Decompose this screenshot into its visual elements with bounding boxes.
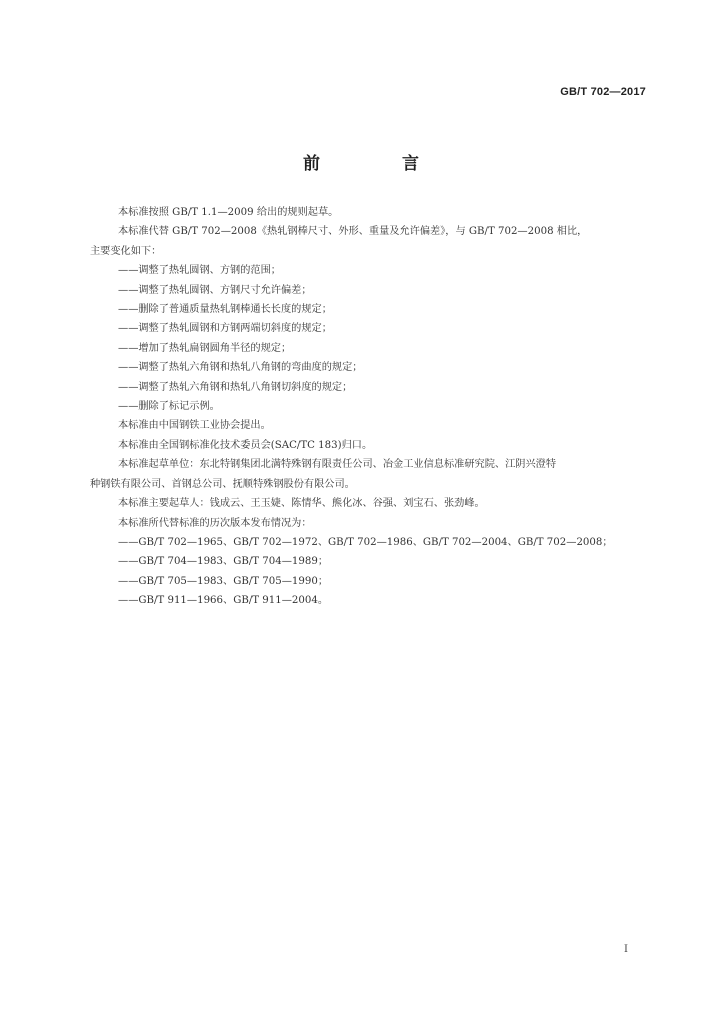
history-list xyxy=(118,533,648,611)
paragraph-main-drafters: 本标准主要起草人：钱成云、王玉婕、陈情华、熊化冰、谷强、刘宝石、张劲峰。 xyxy=(118,498,485,510)
foreword-body xyxy=(90,203,648,611)
paragraph-managed-by: 本标准由全国钢标准化技术委员会(SAC/TC 183)归口。 xyxy=(118,439,373,451)
paragraph-replaces-line1: 本标准代替 GB/T 702—2008《热轧钢棒尺寸、外形、重量及允许偏差》，与 GB/T 702—2008 相比， xyxy=(118,226,588,238)
changes-list xyxy=(118,261,648,416)
paragraph-proposed-by: 本标准由中国钢铁工业协会提出。 xyxy=(118,420,271,432)
list-item: ——删除了标记示例。 xyxy=(118,401,220,413)
page-title: 前 言 xyxy=(303,154,457,174)
list-item: ——删除了普通质量热轧钢棒通长长度的规定； xyxy=(118,304,332,316)
list-item: ——调整了热轧六角钢和热轧八角钢的弯曲度的规定； xyxy=(118,362,363,374)
paragraph-drafting-rules: 本标准按照 GB/T 1.1—2009 给出的规则起草。 xyxy=(118,207,339,218)
list-item: ——GB/T 704—1983、GB/T 704—1989； xyxy=(118,556,329,568)
paragraph-drafting-units-line2: 种钢铁有限公司、首钢总公司、抚顺特殊钢股份有限公司。 xyxy=(90,478,355,490)
paragraph-replaces-line2: 主要变化如下： xyxy=(90,245,162,257)
list-item: ——调整了热轧圆钢、方钢尺寸允许偏差； xyxy=(118,284,312,296)
list-item: ——GB/T 911—1966、GB/T 911—2004。 xyxy=(118,595,329,607)
list-item: ——GB/T 705—1983、GB/T 705—1990； xyxy=(118,575,329,587)
list-item: ——调整了热轧六角钢和热轧八角钢切斜度的规定； xyxy=(118,381,353,393)
paragraph-history-intro: 本标准所代替标准的历次版本发布情况为： xyxy=(118,517,312,529)
list-item: ——调整了热轧圆钢和方钢两端切斜度的规定； xyxy=(118,323,332,335)
paragraph-drafting-units-line1: 本标准起草单位：东北特钢集团北满特殊钢有限责任公司、冶金工业信息标准研究院、江阴兴澄特 xyxy=(118,459,557,471)
list-item: ——GB/T 702—1965、GB/T 702—1972、GB/T 702—1986、GB/T 702—2004、GB/T 702—2008； xyxy=(118,536,613,548)
page-number: I xyxy=(624,944,628,955)
standard-code: GB/T 702—2017 xyxy=(560,86,646,98)
list-item: ——调整了热轧圆钢、方钢的范围； xyxy=(118,265,281,277)
list-item: ——增加了热轧扁钢圆角半径的规定； xyxy=(118,342,292,354)
